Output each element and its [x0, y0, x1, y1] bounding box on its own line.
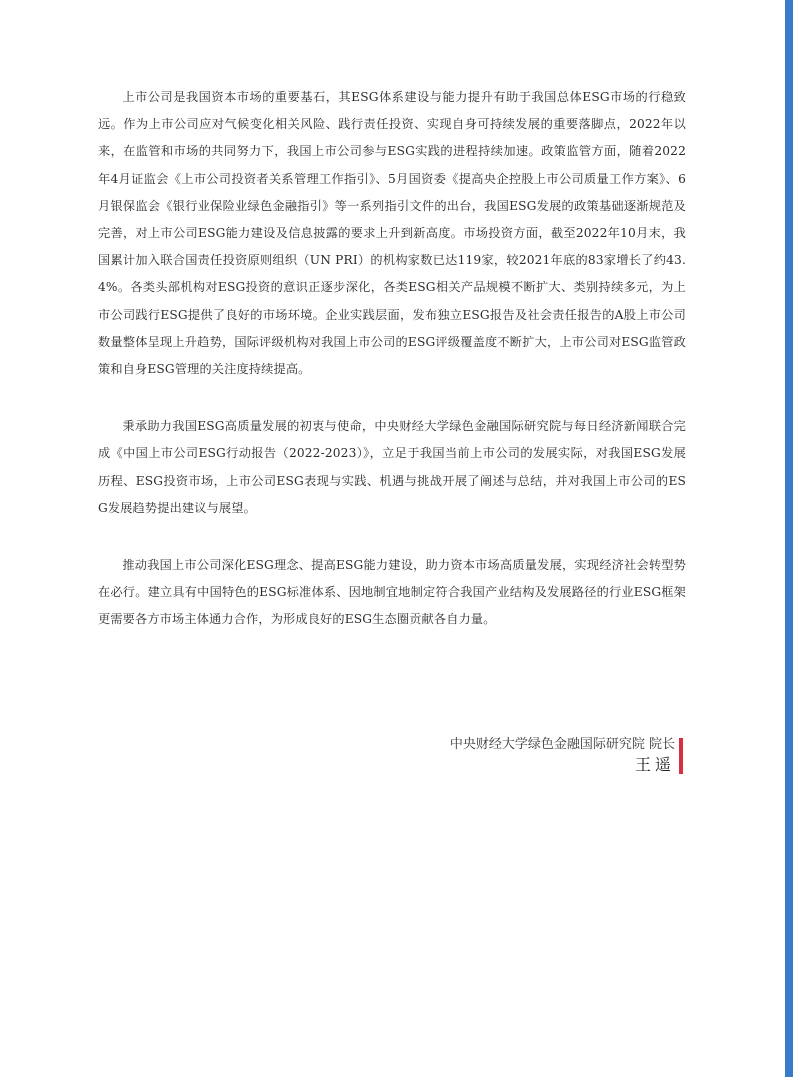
paragraph-1: 上市公司是我国资本市场的重要基石，其ESG体系建设与能力提升有助于我国总体ESG市场的行稳致远。作为上市公司应对气候变化相关风险、践行责任投资、实现自身可持续发展的重要落脚点，2022年以来，在监管和市场的共同努力下，我国上市公司参与ESG实践的进程持续加速。政策监管方面，随着2022年4月证监会《上市公司投资者关系管理工作指引》、5月国资委《提高央企控股上市公司质量工作方案》、6月银保监会《银行业保险业绿色金融指引》等一系列指引文件的出台，我国ESG发展的政策基础逐渐规范及完善，对上市公司ESG能力建设及信息披露的要求上升到新高度。市场投资方面，截至2022年10月末，我国累计加入联合国责任投资原则组织（UN PRI）的机构家数已达119家，较2021年底的83家增长了约43.4%。各类头部机构对ESG投资的意识正逐步深化，各类ESG相关产品规模不断扩大、类别持续多元，为上市公司践行ESG提供了良好的市场环境。企业实践层面，发布独立ESG报告及社会责任报告的A股上市公司数量整体呈现上升趋势，国际评级机构对我国上市公司的ESG评级覆盖度不断扩大，上市公司对ESG监管政策和自身ESG管理的关注度持续提高。 [98, 90, 686, 377]
signature-block [450, 736, 683, 776]
signature-organization: 中央财经大学绿色金融国际研究院 院长 [449, 737, 675, 752]
signature-accent-bar [679, 738, 683, 774]
right-edge-stripe [785, 0, 793, 1077]
foreword-body [98, 84, 686, 664]
paragraph-2: 秉承助力我国ESG高质量发展的初衷与使命，中央财经大学绿色金融国际研究院与每日经济新闻联合完成《中国上市公司ESG行动报告（2022-2023）》，立足于我国当前上市公司的发展实际，对我国ESG发展历程、ESG投资市场，上市公司ESG表现与实践、机遇与挑战开展了阐述与总结，并对我国上市公司的ESG发展趋势提出建议与展望。 [98, 419, 686, 515]
signature-name: 王遥 [634, 755, 675, 774]
paragraph-3: 推动我国上市公司深化ESG理念、提高ESG能力建设，助力资本市场高质量发展，实现经济社会转型势在必行。建立具有中国特色的ESG标准体系、因地制宜地制定符合我国产业结构及发展路径的行业ESG框架更需要各方市场主体通力合作，为形成良好的ESG生态圈贡献各自力量。 [98, 558, 686, 627]
